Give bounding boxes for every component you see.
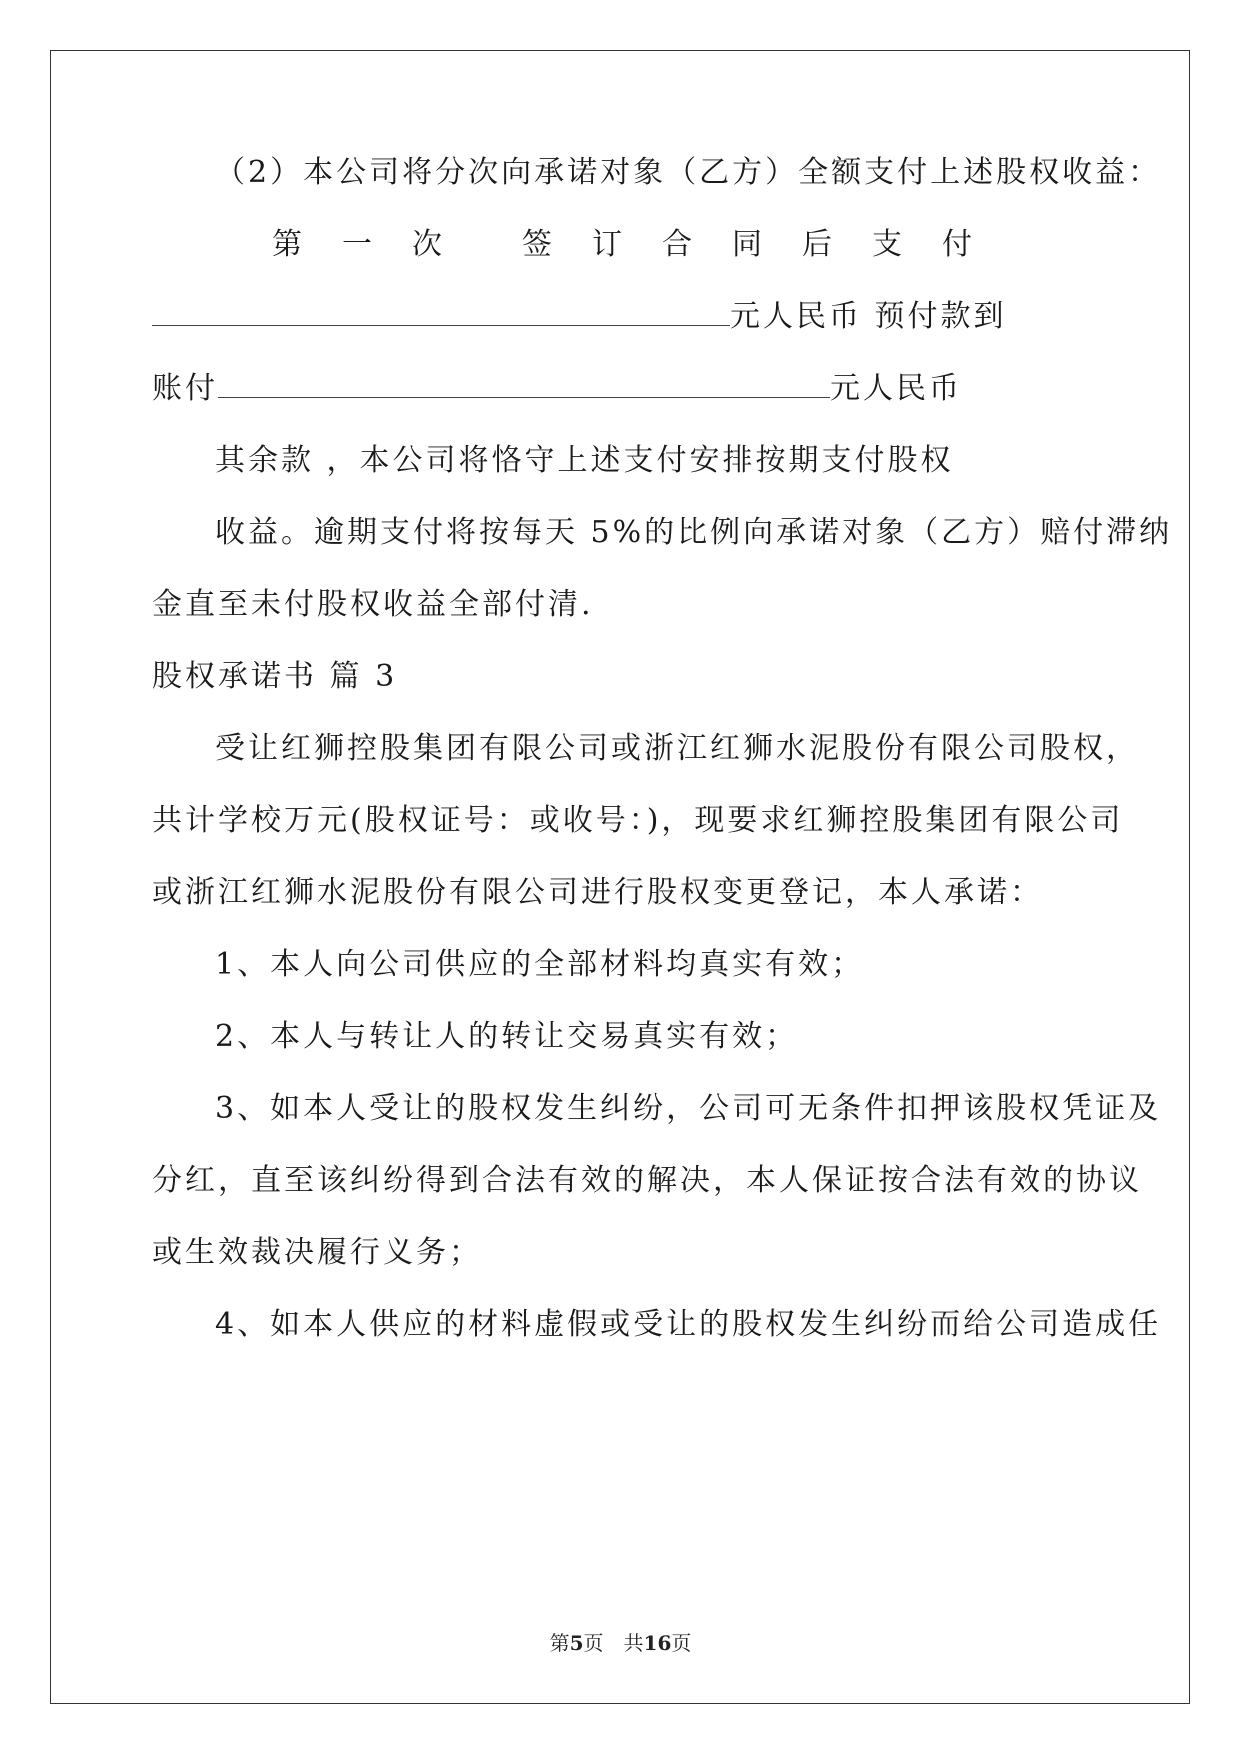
char: 合 <box>662 227 692 262</box>
page-footer <box>0 1631 1241 1655</box>
text-line-14: 3、如本人受让的股权发生纠纷，公司可无条件扣押该股权凭证及 <box>215 1091 1162 1126</box>
char: 订 <box>592 227 622 262</box>
text-line-13: 2、本人与转让人的转让交易真实有效； <box>215 1019 799 1054</box>
footer-page-mid: 页 共 <box>583 1631 644 1655</box>
text-line-12: 1、本人向公司供应的全部材料均真实有效； <box>215 947 865 982</box>
text-line-17: 4、如本人供应的材料虚假或受让的股权发生纠纷而给公司造成任 <box>215 1307 1162 1342</box>
char: 支 <box>872 227 902 262</box>
text-line-6: 收益。逾期支付将按每天 5%的比例向承诺对象（乙方）赔付滞纳 <box>215 515 1173 550</box>
footer-total-pages: 16 <box>643 1631 672 1655</box>
amount-suffix: 元人民币 <box>830 371 962 406</box>
char: 第 <box>272 227 302 262</box>
text-line-2 <box>272 225 972 265</box>
line-prefix: 账付 <box>152 371 218 406</box>
char: 次 <box>412 227 442 262</box>
text-line-5: 其余款 ，本公司将恪守上述支付安排按期支付股权 <box>215 443 954 478</box>
char: 签 <box>522 227 552 262</box>
text-line-15: 分红，直至该纠纷得到合法有效的解决，本人保证按合法有效的协议 <box>152 1163 1142 1198</box>
char: 同 <box>732 227 762 262</box>
text-line-7: 金直至未付股权收益全部付清. <box>152 587 594 622</box>
text-line-11: 或浙江红狮水泥股份有限公司进行股权变更登记，本人承诺： <box>152 875 1043 910</box>
footer-page-number: 5 <box>569 1631 584 1655</box>
text-line-4 <box>152 369 1092 409</box>
footer-page-post: 页 <box>671 1631 692 1655</box>
blank-underline <box>218 373 830 398</box>
amount-suffix: 元人民币 预付款到 <box>730 299 1007 334</box>
text-line-16: 或生效裁决履行义务； <box>152 1235 482 1270</box>
char: 付 <box>942 227 972 262</box>
char: 后 <box>802 227 832 262</box>
section-heading: 股权承诺书 篇 3 <box>152 659 398 694</box>
blank-underline <box>152 301 730 326</box>
text-line-1: （2）本公司将分次向承诺对象（乙方）全额支付上述股权收益： <box>215 155 1162 190</box>
text-line-3 <box>152 297 1092 337</box>
text-line-10: 共计学校万元(股权证号：或收号：)，现要求红狮控股集团有限公司 <box>152 803 1124 838</box>
char: 一 <box>342 227 372 262</box>
footer-page-pre: 第 <box>549 1631 570 1655</box>
text-line-9: 受让红狮控股集团有限公司或浙江红狮水泥股份有限公司股权， <box>215 731 1139 766</box>
